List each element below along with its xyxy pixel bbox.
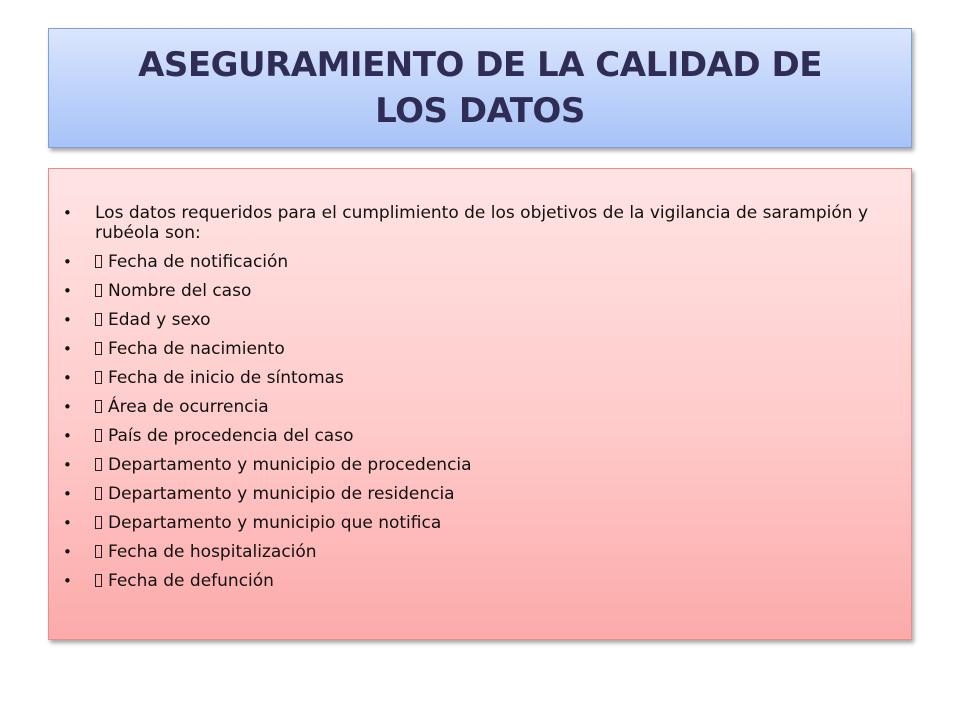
list-item-label: Área de ocurrencia [108,397,269,417]
bullet-icon: • [63,204,72,222]
missing-glyph-box-icon [95,400,102,413]
bullet-icon: • [63,427,72,445]
missing-glyph-box-icon [95,487,102,500]
list-item [63,513,883,533]
list-item-label: Departamento y municipio de procedencia [108,455,472,475]
bullet-icon: • [63,543,72,561]
bullet-icon: • [63,485,72,503]
missing-glyph-box-icon [95,574,102,587]
bullet-icon: • [63,572,72,590]
content-box [48,168,912,640]
list-item-label: País de procedencia del caso [108,426,354,446]
bullet-icon: • [63,398,72,416]
list-item [63,455,883,475]
list-item-label: Departamento y municipio que notifica [108,513,442,533]
list-item [63,310,883,330]
list-item-label: Nombre del caso [108,281,252,301]
bullet-icon: • [63,340,72,358]
list-item [63,281,883,301]
missing-glyph-box-icon [95,284,102,297]
list-item-label: Fecha de nacimiento [108,339,285,359]
list-item [63,252,883,272]
intro-list-item [63,203,883,243]
list-item-label: Fecha de hospitalización [108,542,317,562]
bullet-icon: • [63,456,72,474]
list-item-label: Fecha de notificación [108,252,289,272]
bullet-icon: • [63,282,72,300]
missing-glyph-box-icon [95,516,102,529]
list-item [63,542,883,562]
missing-glyph-box-icon [95,255,102,268]
list-item [63,571,883,591]
title-box [48,28,912,148]
bullet-icon: • [63,253,72,271]
slide-title: ASEGURAMIENTO DE LA CALIDAD DE LOS DATOS [138,45,822,131]
list-item-label: Departamento y municipio de residencia [108,484,455,504]
list-item [63,426,883,446]
missing-glyph-box-icon [95,458,102,471]
missing-glyph-box-icon [95,545,102,558]
list-item-label: Fecha de inicio de síntomas [108,368,344,388]
list-item-label: Fecha de defunción [108,571,274,591]
missing-glyph-box-icon [95,342,102,355]
list-item [63,484,883,504]
list-item [63,339,883,359]
bullet-icon: • [63,311,72,329]
bullet-icon: • [63,369,72,387]
missing-glyph-box-icon [95,371,102,384]
list-item [63,397,883,417]
bullet-list [63,203,883,600]
list-item [63,368,883,388]
missing-glyph-box-icon [95,429,102,442]
missing-glyph-box-icon [95,313,102,326]
list-item-label: Edad y sexo [108,310,211,330]
bullet-icon: • [63,514,72,532]
intro-text: Los datos requeridos para el cumplimiento de los objetivos de la vigilancia de sarampión y rubéola son: [95,203,869,243]
